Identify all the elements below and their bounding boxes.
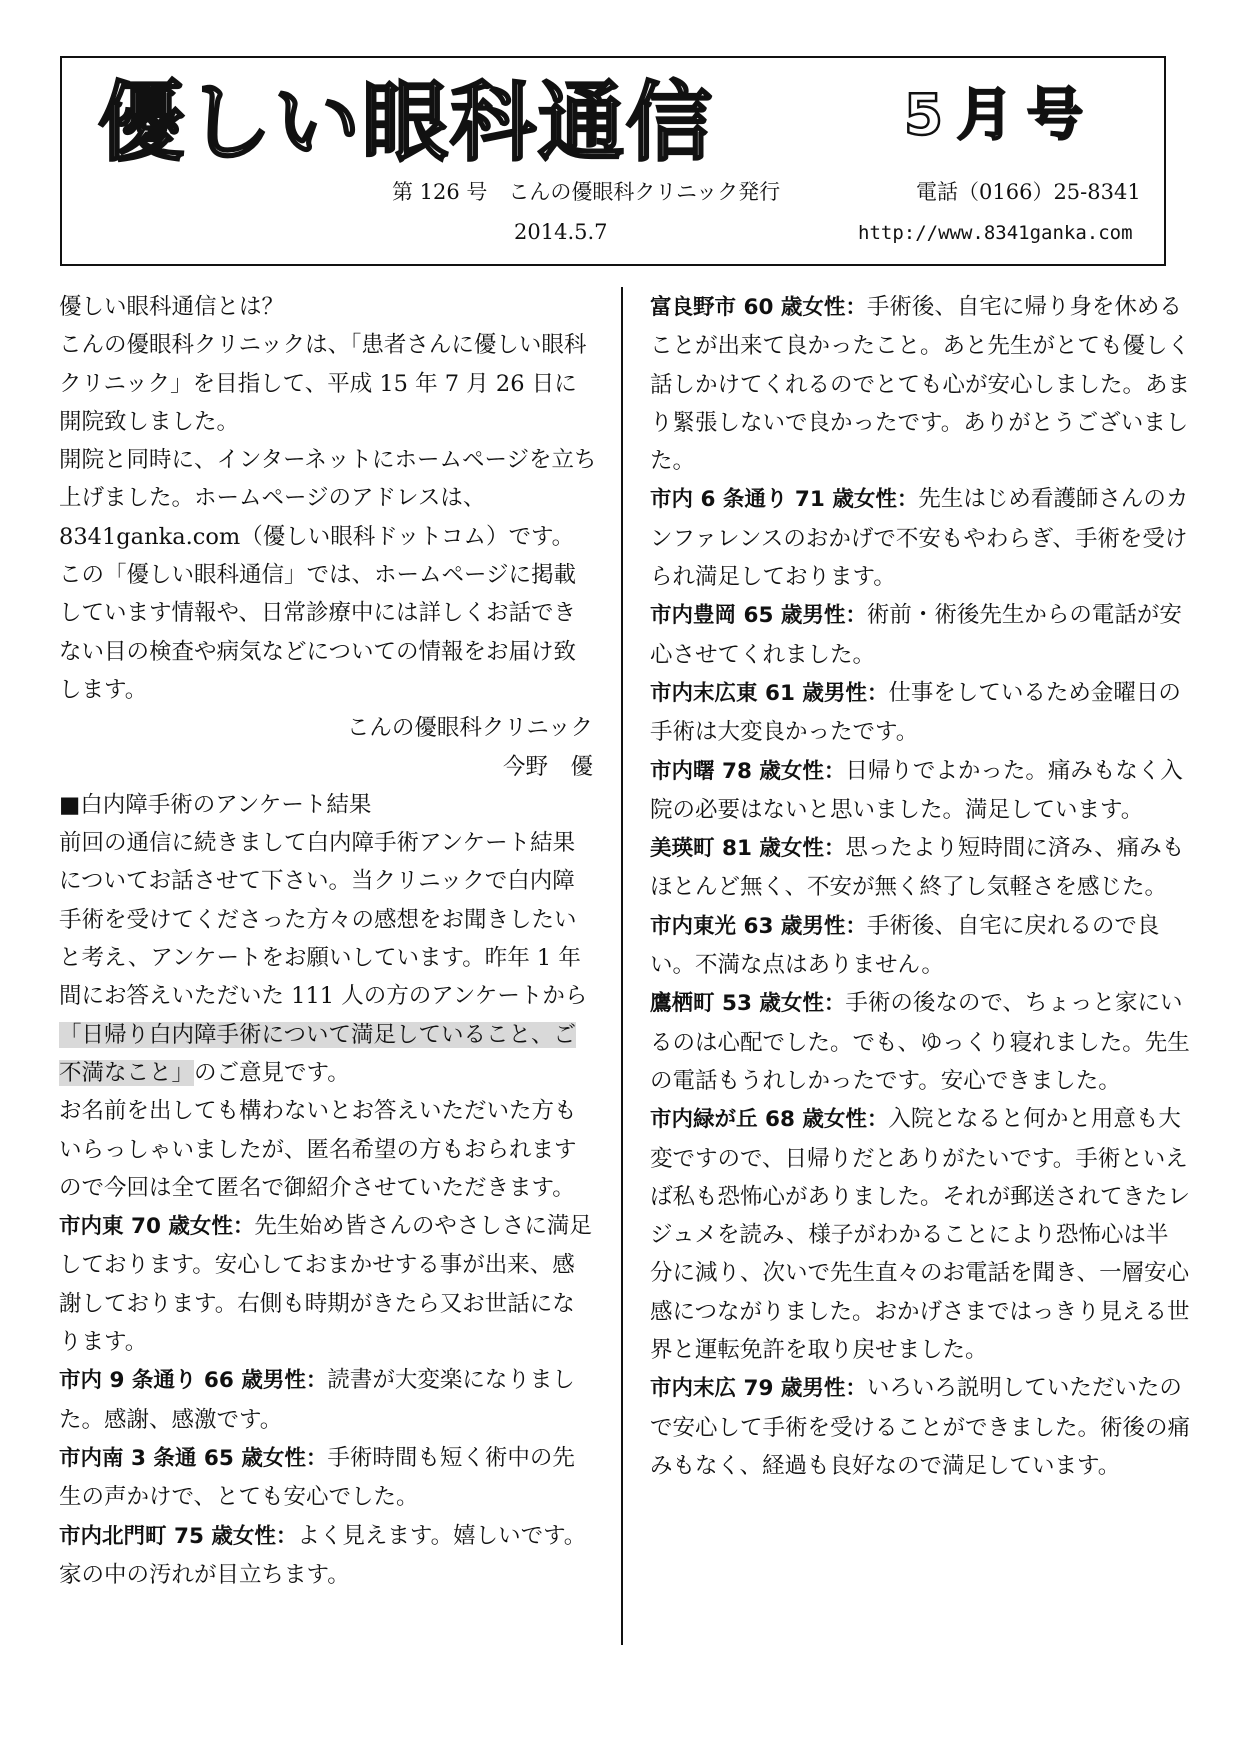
respondent-label: 市内東 70 歳女性： [59,1214,255,1240]
comment-text: 手術時間も短く術中の先生の声かけで、とても安心でした。 [59,1444,575,1511]
intro-paragraph-1: こんの優眼科クリニックは、「患者さんに優しい眼科クリニック」を目指して、平成 15 年 7 月 26 日に開院致しました。 [59,332,587,435]
newsletter-title: 優しい眼科通信 [98,73,714,173]
newsletter-header [60,56,1166,266]
comment-text: 読書が大変楽になりました。感謝、感激です。 [59,1367,575,1433]
comment-item [650,596,1190,674]
phone-number: 電話（0166）25-8341 [916,180,1141,204]
right-column [650,288,1190,1485]
respondent-label: 鷹栖町 53 歳女性： [650,991,846,1017]
respondent-label: 市内豊岡 65 歳男性： [650,603,867,629]
survey-text: 前回の通信に続きまして白内障手術アンケート結果についてお話させて下さい。当クリニックで白内障手術を受けてくださった方々の感想をお聞きしたいと考え、アンケートをお願いしています。昨年 1 年間にお答えいただいた 111 人の方のアンケートから [59,830,588,1010]
comment-item [650,1369,1190,1485]
issue-date: 2014.5.7 [514,220,608,244]
comment-text: 手術の後なので、ちょっと家にいるのは心配でした。でも、ゆっくり寝れました。先生の電話もうれしかったです。安心できました。 [650,990,1190,1094]
comment-text: 仕事をしているため金曜日の手術は大変良かったです。 [650,679,1181,746]
comment-text: 日帰りでよかった。痛みもなく入院の必要はないと思いました。満足しています。 [650,757,1183,823]
comment-item [650,829,1190,907]
intro-heading: 優しい眼科通信とは？ [59,294,285,320]
comment-text: いろいろ説明していただいたので安心して手術を受けることができました。術後の痛みもなく、経過も良好なので満足しています。 [650,1375,1191,1479]
respondent-label: 市内 6 条通り 71 歳女性： [650,487,919,513]
comment-item [650,907,1190,985]
survey-highlight: 「日帰り白内障手術について満足していること、ご不満なこと」 [59,1021,577,1086]
comment-text: 術前・術後先生からの電話が安心させてくれました。 [650,602,1182,668]
survey-heading: ■白内障手術のアンケート結果 [59,791,372,818]
intro-paragraph-3: この「優しい眼科通信」では、ホームページに掲載しています情報や、日常診療中には詳しくお話できない目の検査や病気などについての情報をお届け致します。 [59,562,577,703]
issue-info: 第 126 号 こんの優眼科クリニック発行 [392,180,781,204]
survey-paragraph-1 [59,824,597,1092]
comment-text: 先生始め皆さんのやさしさに満足しております。安心しておまかせする事が出来、感謝しております。右側も時期がきたら又お世話になります。 [59,1213,592,1356]
comment-item [650,288,1190,480]
respondent-label: 美瑛町 81 歳女性： [650,836,846,862]
comment-item [650,480,1190,596]
comment-text: 手術後、自宅に帰り身を休めることが出来て良かったこと。あと先生がとても優しく話しかけてくれるのでとても心が安心しました。あまり緊張しないで良かったです。ありがとうございました。 [650,294,1191,475]
comment-text: 思ったより短時間に済み、痛みもほとんど無く、不安が無く終了し気軽さを感じた。 [650,835,1185,901]
respondent-label: 市内曙 78 歳女性： [650,758,846,784]
respondent-label: 市内緑が丘 68 歳女性： [650,1107,889,1133]
issue-month: 5月号 [904,83,1097,148]
comment-item [650,752,1190,830]
doctor-signature: 今野 優 [502,753,593,780]
clinic-signature: こんの優眼科クリニック [346,715,593,742]
comment-item [59,1439,597,1517]
comment-text: 手術後、自宅に戻れるので良い。不満な点はありません。 [650,912,1160,979]
respondent-label: 市内末広東 61 歳男性： [650,680,889,706]
column-divider [621,287,623,1645]
comment-text: 入院となると何かと用意も大変ですので、日帰りだとありがたいです。手術といえば私も恐怖心がありました。それが郵送されてきたレジュメを読み、様子がわかることにより恐怖心は半分に減り、次いで先生直々のお電話を聞き、一層安心感につながりました。おかげさまではっきり見える世界と運転免許を取り戻せました。 [650,1106,1191,1364]
respondent-label: 市内東光 63 歳男性： [650,913,867,939]
survey-text-end: のご意見です。 [194,1059,350,1086]
respondent-label: 市内北門町 75 歳女性： [59,1523,298,1549]
survey-paragraph-2: お名前を出しても構わないとお答えいただいた方もいらっしゃいましたが、匿名希望の方もおられますので今回は全て匿名で御紹介させていただきます。 [59,1098,577,1201]
comment-item [650,984,1190,1100]
intro-paragraph-2: 開院と同時に、インターネットにホームページを立ち上げました。ホームページのアドレスは、8341ganka.com（優しい眼科ドットコム）です。 [59,447,597,550]
comment-text: 先生はじめ看護師さんのカンファレンスのおかげで不安もやわらぎ、手術を受けられ満足しております。 [650,486,1189,591]
respondent-label: 市内 9 条通り 66 歳男性： [59,1368,328,1394]
comment-item [59,1517,597,1595]
comment-item [650,674,1190,752]
website-url[interactable]: http://www.8341ganka.com [858,222,1133,244]
comment-item [59,1361,597,1439]
comment-item [59,1207,597,1361]
respondent-label: 富良野市 60 歳女性： [650,295,867,320]
respondent-label: 市内南 3 条通 65 歳女性： [59,1445,328,1471]
comment-item [650,1100,1190,1369]
respondent-label: 市内末広 79 歳男性： [650,1376,867,1402]
left-column [59,288,597,1594]
comment-text: よく見えます。嬉しいです。家の中の汚れが目立ちます。 [59,1522,587,1588]
